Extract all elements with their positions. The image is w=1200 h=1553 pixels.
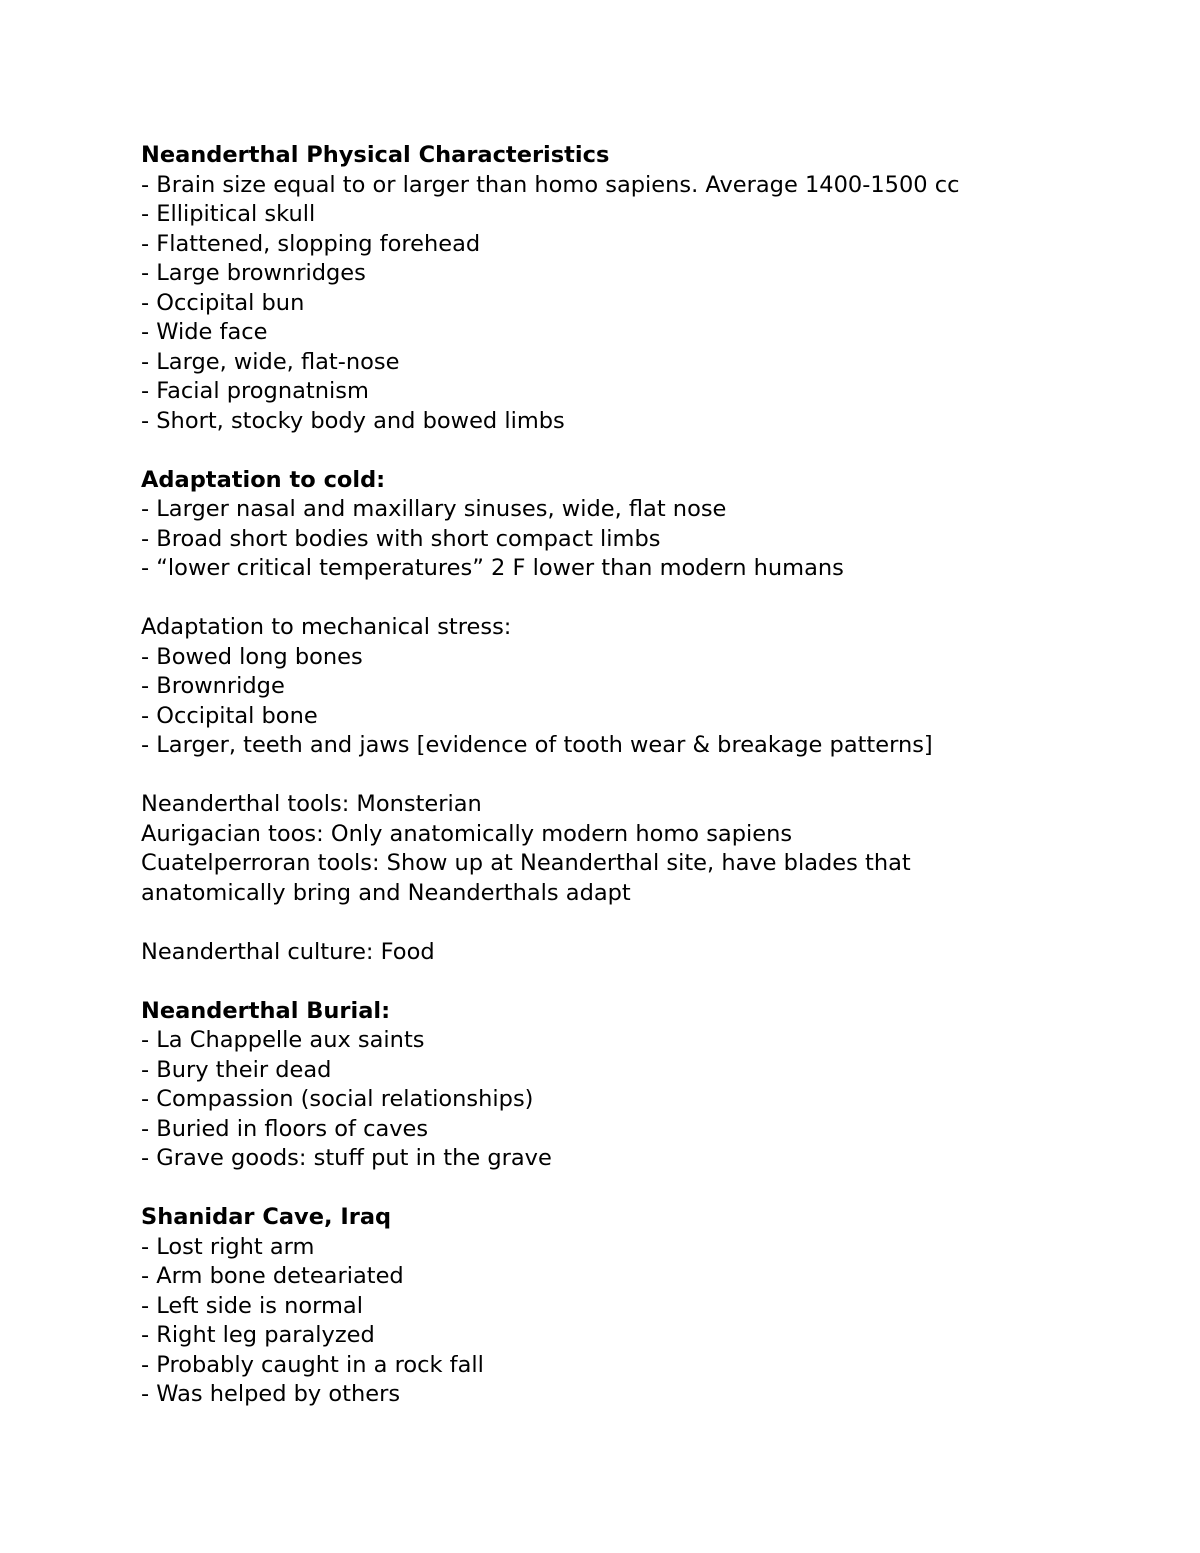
list-item: Cuatelperroran tools: Show up at Neanderthal site, have blades that (141, 850, 911, 876)
section-heading: Neanderthal culture: Food (141, 938, 435, 965)
list-item: - Occipital bun (141, 289, 305, 316)
document-body (141, 141, 1101, 1410)
section-adaptation-mechanical-stress (141, 613, 1101, 761)
list-item: - Left side is normal (141, 1292, 363, 1319)
list-item: - Bowed long bones (141, 643, 363, 670)
list-item: - Buried in floors of caves (141, 1115, 429, 1142)
list-item: - Short, stocky body and bowed limbs (141, 407, 565, 434)
section-adaptation-cold (141, 466, 1101, 584)
section-heading: Neanderthal tools: Monsterian (141, 791, 482, 817)
list-item: - Occipital bone (141, 702, 318, 729)
section-culture (141, 938, 1101, 968)
list-item: - Arm bone deteariated (141, 1263, 404, 1289)
section-shanidar-cave (141, 1203, 1101, 1410)
list-item: - Grave goods: stuff put in the grave (141, 1145, 552, 1171)
list-item: - Flattened, slopping forehead (141, 230, 481, 257)
list-item: - Lost right arm (141, 1233, 315, 1260)
list-item: - Brownridge (141, 673, 285, 699)
list-item: Aurigacian toos: Only anatomically modern homo sapiens (141, 820, 793, 847)
list-item: - Ellipitical skull (141, 201, 316, 227)
list-item: - Brain size equal to or larger than homo sapiens. Average 1400-1500 cc (141, 171, 960, 198)
section-heading: Neanderthal Physical Characteristics (141, 142, 610, 168)
list-item: - Large brownridges (141, 260, 366, 286)
list-item: anatomically bring and Neanderthals adapt (141, 879, 631, 906)
list-item: - Facial prognatnism (141, 378, 369, 404)
section-burial (141, 997, 1101, 1174)
list-item: - Compassion (social relationships) (141, 1086, 534, 1112)
list-item: - Larger, teeth and jaws [evidence of tooth wear & breakage patterns] (141, 732, 933, 758)
section-heading: Adaptation to mechanical stress: (141, 614, 512, 640)
section-heading: Neanderthal Burial: (141, 997, 391, 1024)
list-item: - Right leg paralyzed (141, 1322, 375, 1348)
section-heading: Adaptation to cold: (141, 466, 386, 493)
list-item: - La Chappelle aux saints (141, 1027, 425, 1053)
list-item: - Large, wide, flat-nose (141, 348, 400, 375)
section-heading: Shanidar Cave, Iraq (141, 1204, 392, 1230)
section-tools (141, 790, 1101, 908)
list-item: - Broad short bodies with short compact limbs (141, 525, 661, 552)
section-physical-characteristics (141, 141, 1101, 436)
list-item: - Wide face (141, 319, 268, 345)
list-item: - Was helped by others (141, 1381, 401, 1407)
list-item: - Larger nasal and maxillary sinuses, wide, flat nose (141, 496, 727, 522)
list-item: - “lower critical temperatures” 2 F lower than modern humans (141, 555, 844, 581)
list-item: - Probably caught in a rock fall (141, 1351, 484, 1378)
list-item: - Bury their dead (141, 1056, 332, 1083)
